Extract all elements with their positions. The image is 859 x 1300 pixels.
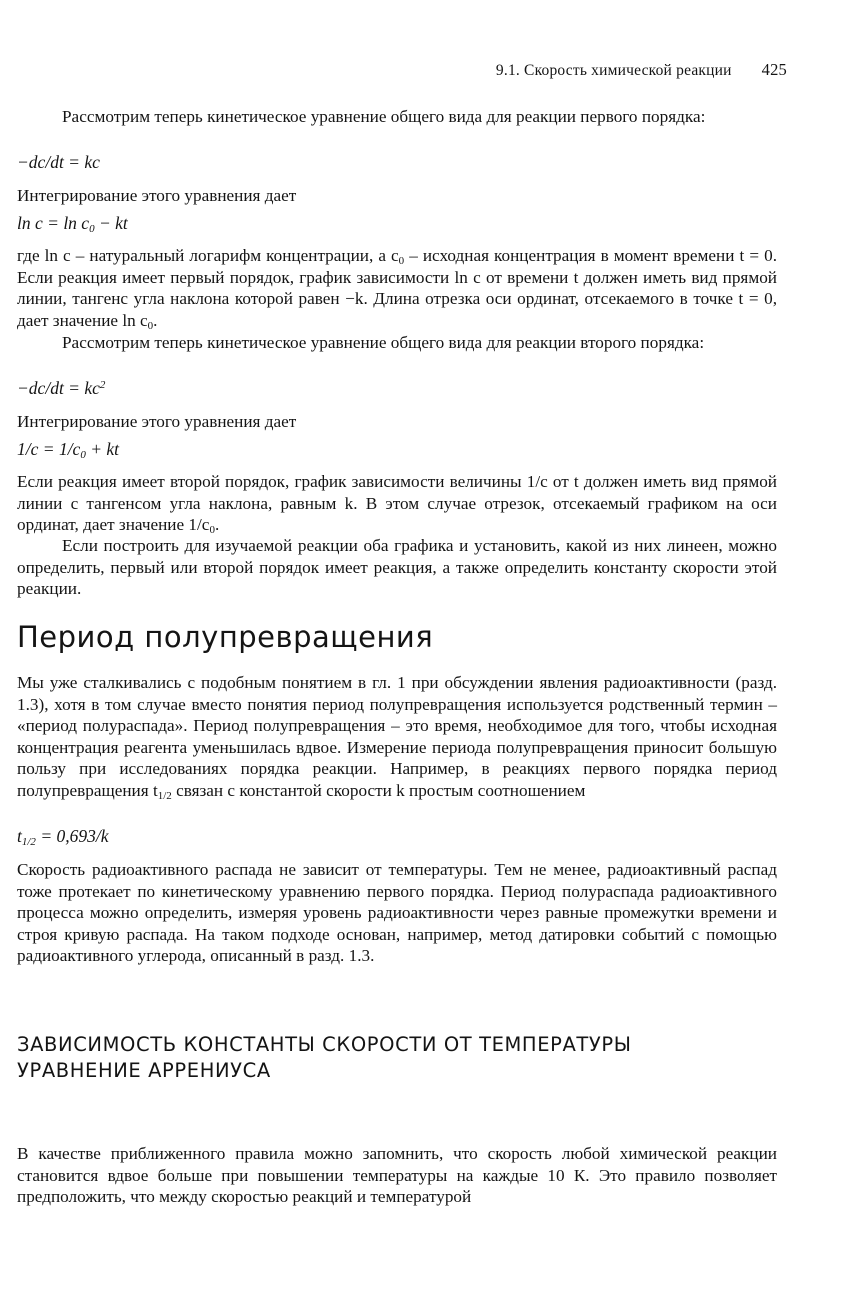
first-order-section [17,106,777,128]
second-order-integration-text: Интегрирование этого уравнения дает [17,412,297,431]
page-number: 425 [761,60,787,79]
second-order-rate-equation: $-dc/dt = kc^2$ [17,378,106,398]
first-order-intro: Рассмотрим теперь кинетическое уравнение общего вида для реакции первого порядка: [62,107,706,126]
second-order-section [17,332,777,354]
half-life-paragraph-1: Мы уже сталкивались с подобным понятием в гл. 1 при обсуждении явления радиоактивности (разд. 1.3), хотя в том случае вместо понятия период полупревращения используется родственный термин – «период полураспада». Период полупревращения – это время, необходимое для того, чтобы исходная концентрация реагента уменьшилась вдвое. Измерение периода полупревращения приносит большую пользу при исследованиях порядка реакции. Например, в реакциях первого порядка период полупревращения $t_{1/2}$ связан с константой скорости k простым соотношением [17,673,777,802]
arrhenius-heading: ЗАВИСИМОСТЬ КОНСТАНТЫ СКОРОСТИ ОТ ТЕМПЕРАТУРЫ УРАВНЕНИЕ АРРЕНИУСА [17,1033,632,1082]
first-order-explanation: где ln c – натуральный логарифм концентрации, а $c_0$ – исходная концентрация в момент времени t = 0. Если реакция имеет первый порядок, график зависимости ln c от времени t должен иметь вид прямой линии, тангенс угла наклона которой равен −k. Длина отрезка оси ординат, отсекаемого в точке t = 0, дает значение $\ln c_0$. [17,246,777,332]
half-life-equation: $t_{1/2} = 0,693/k$ [17,826,109,848]
half-life-heading: Период полупревращения [17,620,434,654]
half-life-paragraph-2: Скорость радиоактивного распада не зависит от температуры. Тем не менее, радиоактивный распад тоже протекает по кинетическому уравнению первого порядка. Период полураспада радиоактивного процесса можно определить, измеряя уровень радиоактивности через равные промежутки времени и строя кривую распада. На таком подходе основан, например, метод датировки событий с помощью радиоактивного углерода, описанный в разд. 1.3. [17,860,777,965]
arrhenius-paragraph: В качестве приближенного правила можно запомнить, что скорость любой химической реакции становится вдвое больше при повышении температуры на каждые 10 К. Это правило позволяет предположить, что между скоростью реакций и температурой [17,1144,777,1206]
second-order-integrated-equation: $1/c = 1/c_0$ + kt [17,439,120,461]
second-order-intro: Рассмотрим теперь кинетическое уравнение общего вида для реакции второго порядка: [62,333,705,352]
running-head [496,60,787,80]
first-order-integration-text: Интегрирование этого уравнения дает [17,186,297,205]
running-title: 9.1. Скорость химической реакции [495,62,732,79]
second-order-conclusion: Если построить для изучаемой реакции оба графика и установить, какой из них линеен, можно определить, первый или второй порядок имеет реакция, а также определить константу скорости этой реакции. [17,536,777,598]
first-order-integrated-equation: $\ln c = \ln c_0$ − kt [17,213,128,235]
first-order-rate-equation: −dc/dt = kc [17,152,100,172]
second-order-explanation: Если реакция имеет второй порядок, график зависимости величины 1/c от t должен иметь вид прямой линии с тангенсом угла наклона, равным k. В этом случае отрезок, отсекаемый графиком на оси ординат, дает значение $1/c_0$. [17,472,777,536]
